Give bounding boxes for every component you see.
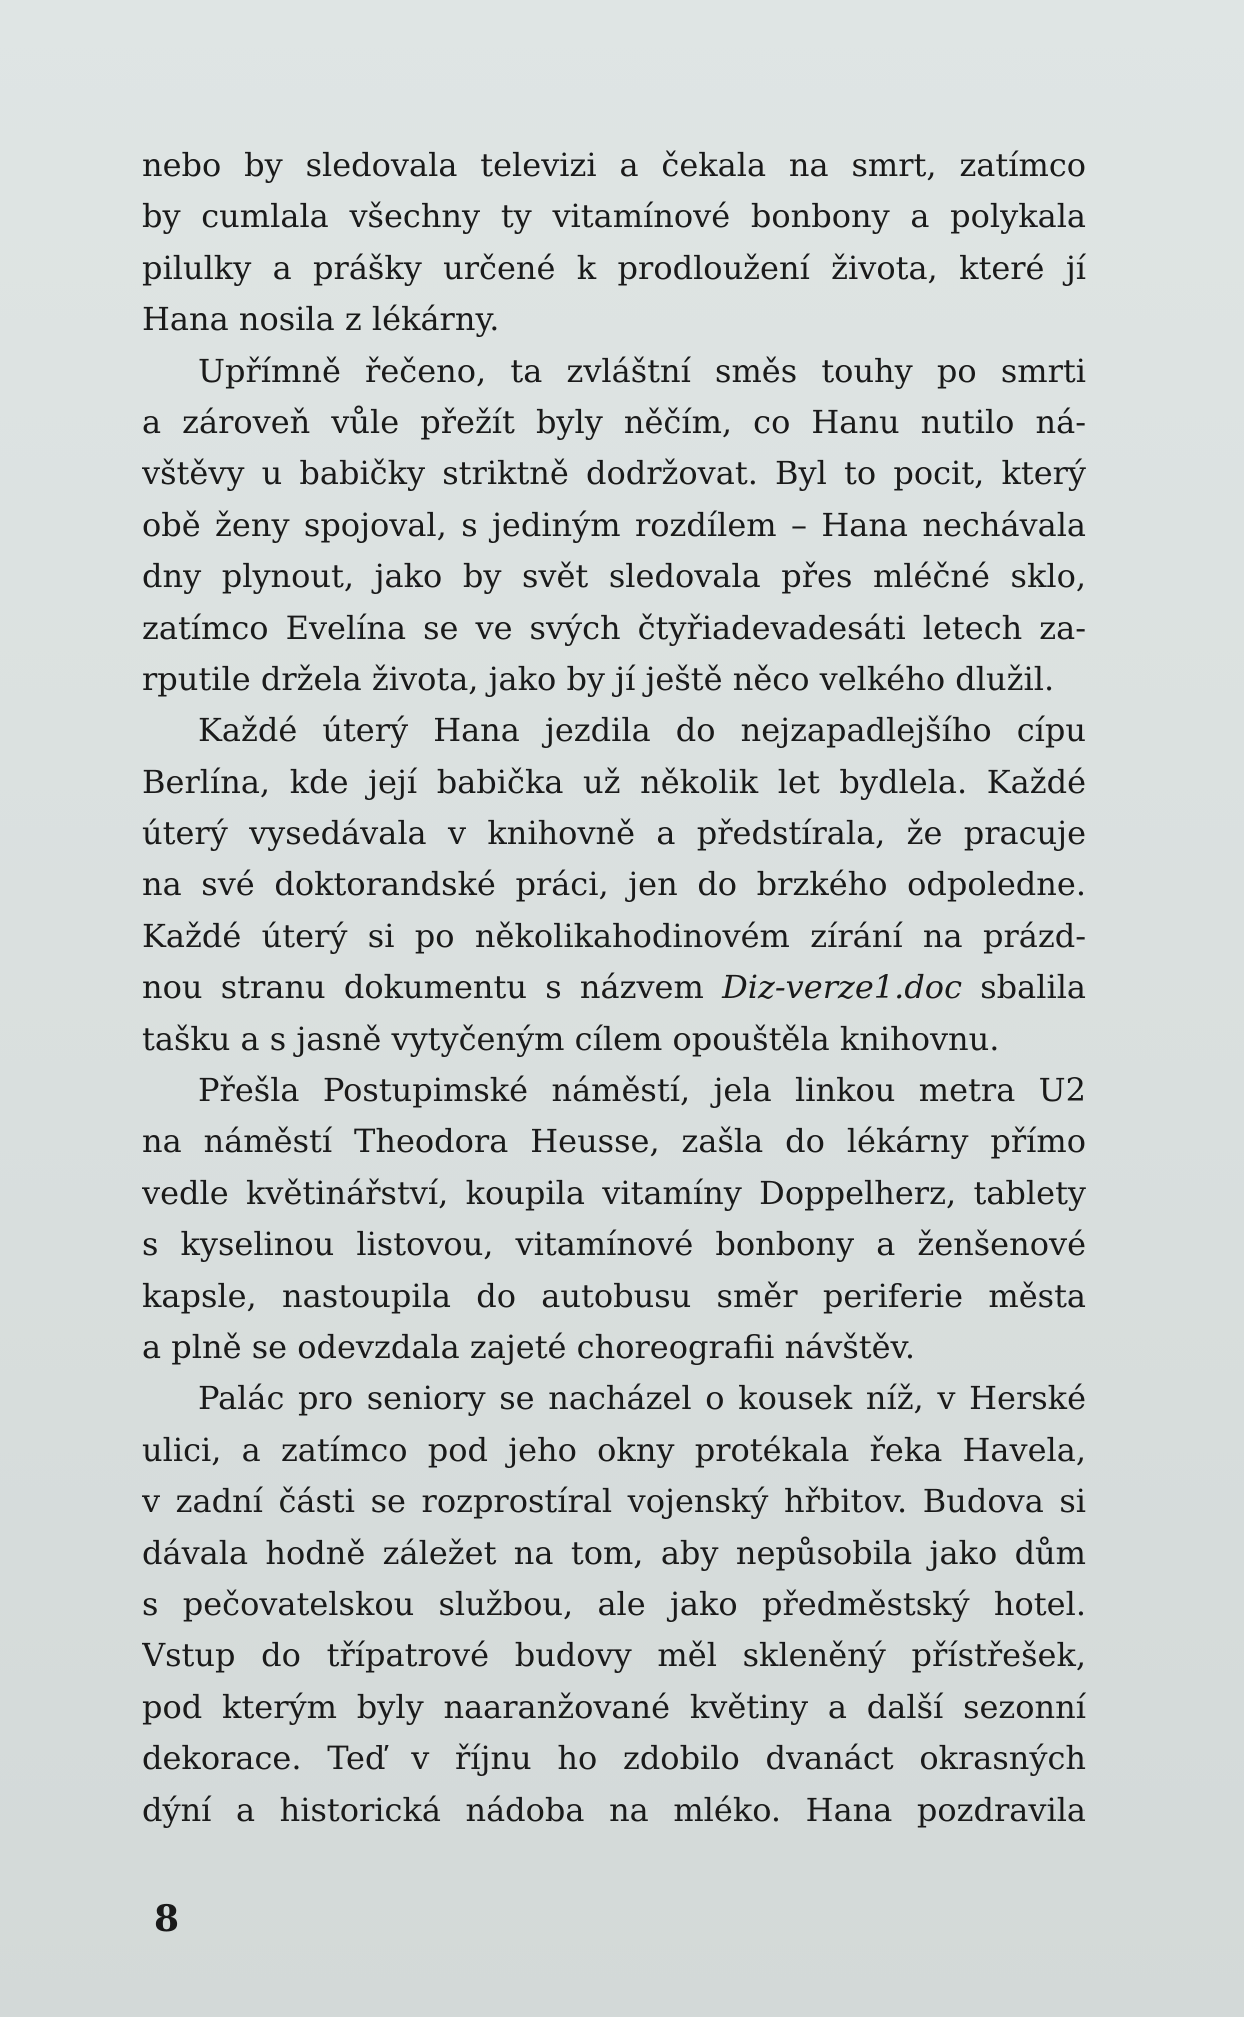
text-line: obě ženy spojoval, s jediným rozdílem – Hana nechávala bbox=[142, 505, 1086, 544]
text-line: nebo by sledovala televizi a čekala na smrt, zatímco bbox=[142, 146, 1086, 184]
filename-italic: Diz-verze1.doc bbox=[722, 968, 962, 1007]
text-line: Každé úterý Hana jezdila do nejzapadlejšího cípu bbox=[198, 711, 1086, 750]
text-line: dávala hodně záležet na tom, aby nepůsobila jako dům bbox=[142, 1533, 1086, 1572]
text-line: a zároveň vůle přežít byly něčím, co Hanu nutilo ná- bbox=[142, 402, 1086, 441]
text-line: dýní a historická nádoba na mléko. Hana pozdravila bbox=[142, 1790, 1086, 1829]
text-line: Upřímně řečeno, ta zvláštní směs touhy po smrti bbox=[198, 351, 1086, 390]
text-line: rputile držela života, jako by jí ještě něco velkého dlužil. bbox=[142, 659, 1055, 698]
text-line: dny plynout, jako by svět sledovala přes mléčné sklo, bbox=[142, 557, 1086, 596]
text-line: Hana nosila z lékárny. bbox=[142, 300, 500, 339]
text-line: vedle květinářství, koupila vitamíny Doppelherz, tablety bbox=[142, 1173, 1086, 1212]
text-line: Palác pro seniory se nacházel o kousek níž, v Herské bbox=[198, 1379, 1086, 1418]
text-line-part: nou stranu dokumentu s názvem bbox=[142, 968, 723, 1007]
text-line: Každé úterý si po několikahodinovém zírání na prázd- bbox=[142, 916, 1086, 955]
text-line-with-filename bbox=[142, 962, 1086, 1013]
text-line: a plně se odevzdala zajeté choreografii návštěv. bbox=[142, 1327, 915, 1366]
text-line: s pečovatelskou službou, ale jako předměstský hotel. bbox=[142, 1584, 1086, 1623]
text-line: pilulky a prášky určené k prodloužení života, které jí bbox=[142, 248, 1086, 287]
text-line: ulici, a zatímco pod jeho okny protékala řeka Havela, bbox=[142, 1430, 1086, 1469]
text-line: zatímco Evelína se ve svých čtyřiadevadesáti letech za- bbox=[142, 608, 1086, 647]
text-line: Vstup do třípatrové budovy měl skleněný přístřešek, bbox=[142, 1636, 1086, 1675]
text-line: tašku a s jasně vytyčeným cílem opouštěla knihovnu. bbox=[142, 1019, 1000, 1058]
text-line: Berlína, kde její babička už několik let bydlela. Každé bbox=[142, 762, 1086, 801]
text-line-part: sbalila bbox=[961, 968, 1086, 1007]
text-line: s kyselinou listovou, vitamínové bonbony a ženšenové bbox=[142, 1225, 1086, 1264]
text-line: dekorace. Teď v říjnu ho zdobilo dvanáct okrasných bbox=[142, 1739, 1086, 1778]
text-line: Přešla Postupimské náměstí, jela linkou metra U2 bbox=[198, 1071, 1086, 1110]
text-line: vštěvy u babičky striktně dodržovat. Byl to pocit, který bbox=[142, 454, 1086, 493]
text-line: na své doktorandské práci, jen do brzkého odpoledne. bbox=[142, 865, 1086, 904]
text-line: pod kterým byly naaranžované květiny a další sezonní bbox=[142, 1687, 1086, 1726]
page-number: 8 bbox=[154, 1898, 180, 1940]
text-line: by cumlala všechny ty vitamínové bonbony a polykala bbox=[142, 197, 1086, 236]
text-line: úterý vysedávala v knihovně a předstírala, že pracuje bbox=[142, 814, 1086, 853]
body-text bbox=[142, 140, 1086, 1836]
text-line: na náměstí Theodora Heusse, zašla do lékárny přímo bbox=[142, 1122, 1086, 1161]
text-line: v zadní části se rozprostíral vojenský hřbitov. Budova si bbox=[142, 1482, 1086, 1521]
text-line: kapsle, nastoupila do autobusu směr periferie města bbox=[142, 1276, 1086, 1315]
